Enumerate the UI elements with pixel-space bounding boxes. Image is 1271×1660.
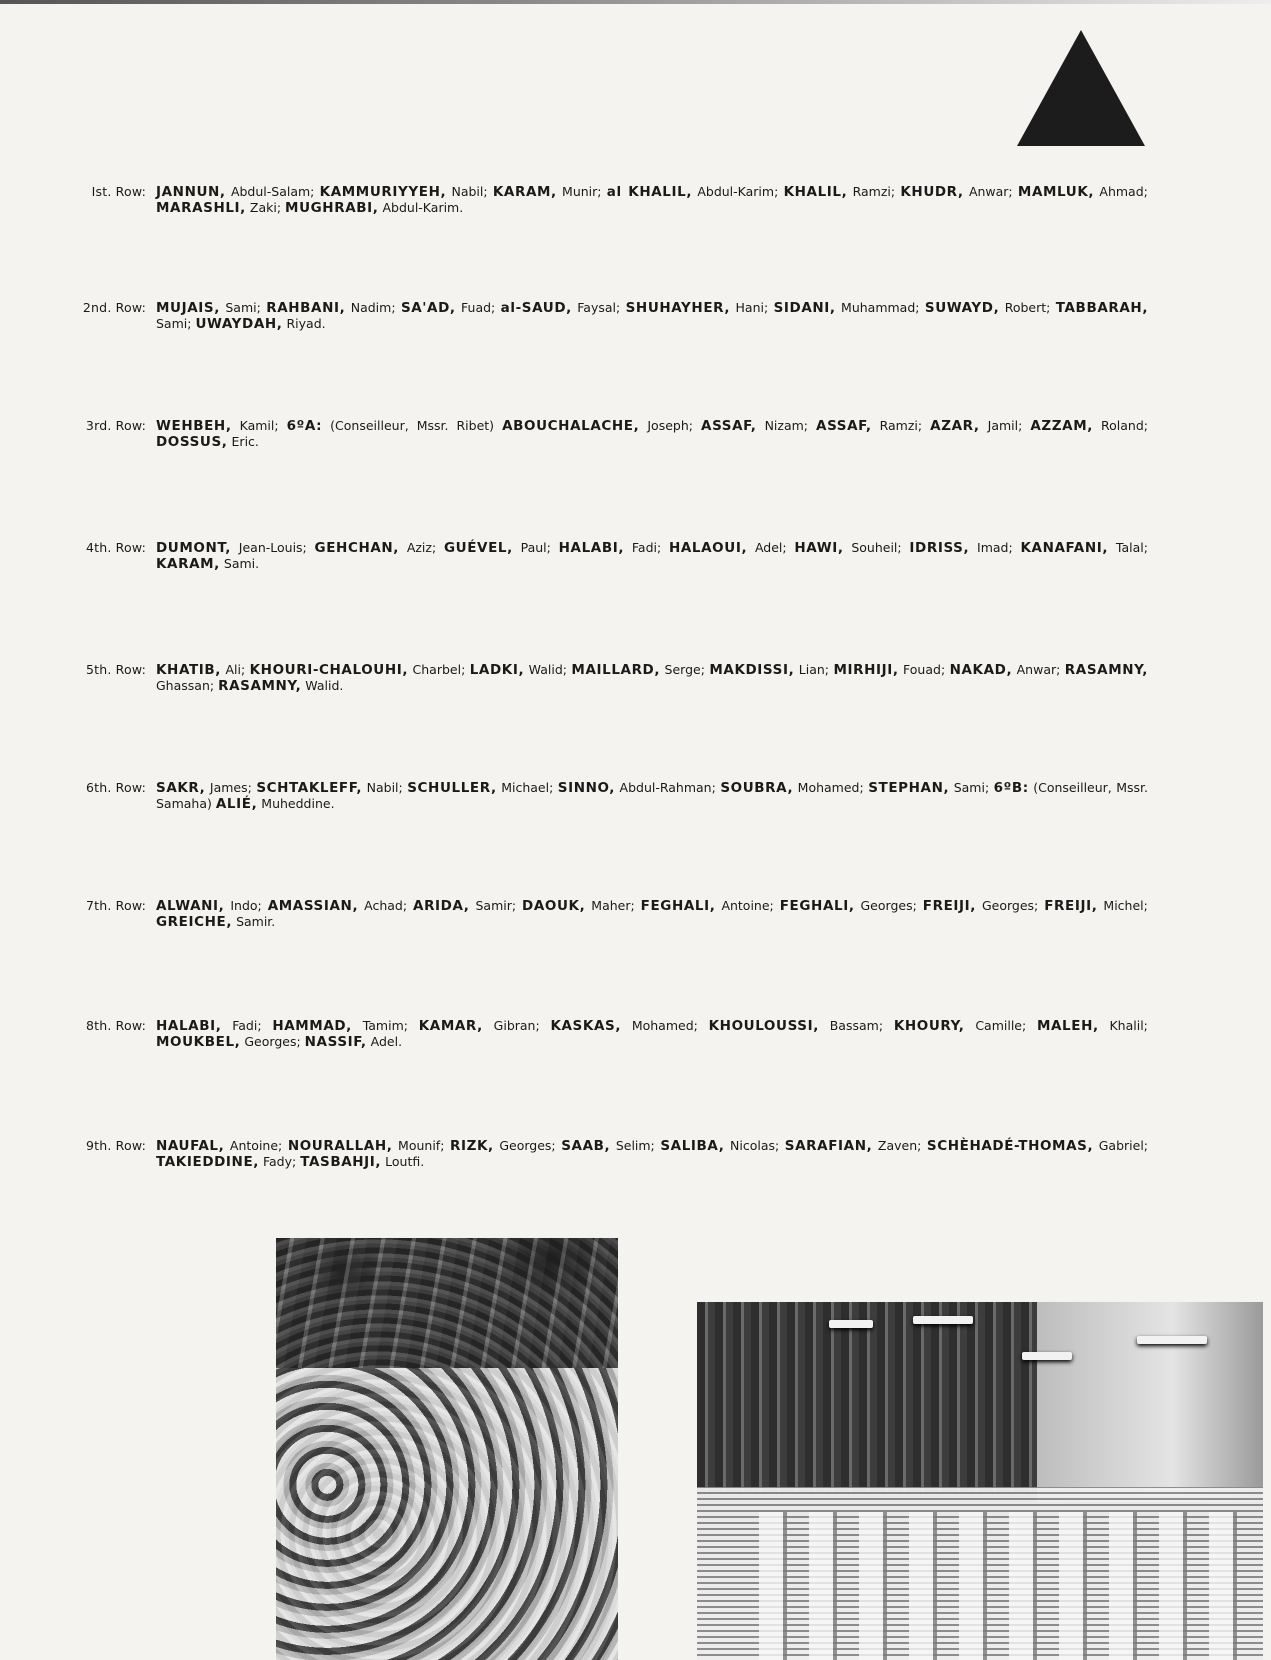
caption-row — [70, 184, 1148, 216]
caption-row — [70, 1138, 1148, 1170]
surname: RIZK, — [449, 1138, 494, 1154]
given-name: Walid; — [528, 662, 567, 677]
given-name: Mounif; — [398, 1138, 445, 1153]
given-name: Kamil; — [239, 418, 279, 433]
hall-photo-lamp — [1137, 1336, 1207, 1344]
surname: SARAFIAN, — [784, 1138, 873, 1154]
surname: AZZAM, — [1030, 418, 1093, 434]
surname: KHUDR, — [900, 184, 964, 200]
crowd-photo — [276, 1238, 618, 1660]
given-name: Antoine; — [229, 1138, 283, 1153]
hall-photo-book-stacks — [737, 1512, 1257, 1660]
surname: KAMAR, — [418, 1018, 483, 1034]
given-name: Abdul-Rahman; — [619, 780, 716, 795]
given-name: Talal; — [1115, 540, 1148, 555]
surname: RASAMNY, — [1064, 662, 1148, 678]
given-name: Anwar; — [1016, 662, 1061, 677]
surname: HALAOUI, — [668, 540, 748, 556]
given-name: Nizam; — [764, 418, 809, 433]
given-name: Antoine; — [721, 898, 774, 913]
given-name: Lian; — [798, 662, 829, 677]
surname: SOUBRA, — [720, 780, 794, 796]
triangle-mark — [1017, 30, 1145, 146]
given-name: Anwar; — [968, 184, 1013, 199]
given-name: Muheddine. — [261, 796, 335, 811]
given-name: Jean-Louis; — [238, 540, 307, 555]
surname: SUWAYD, — [924, 300, 1000, 316]
given-name: Camille; — [975, 1018, 1027, 1033]
given-name: Jamil; — [987, 418, 1023, 433]
given-name: Abdul-Karim; — [697, 184, 779, 199]
hall-photo-wall — [1037, 1302, 1263, 1502]
caption-row — [70, 780, 1148, 812]
given-name: Mohamed; — [631, 1018, 698, 1033]
given-name: Joseph; — [647, 418, 693, 433]
given-name: Muhammad; — [841, 300, 920, 315]
given-name: Nabil; — [451, 184, 488, 199]
given-name: Achad; — [364, 898, 408, 913]
caption-row — [70, 662, 1148, 694]
surname: MARASHLI, — [156, 200, 246, 216]
given-name: Samir; — [475, 898, 517, 913]
surname: MAKDISSI, — [709, 662, 795, 678]
row-label: 3rd. Row: — [85, 418, 146, 433]
surname: KHATIB, — [156, 662, 222, 678]
given-name: Fouad; — [903, 662, 946, 677]
given-name: Fuad; — [461, 300, 496, 315]
surname: MAMLUK, — [1017, 184, 1095, 200]
given-name: Faysal; — [577, 300, 621, 315]
given-name: Abdul-Salam; — [230, 184, 315, 199]
surname: RASAMNY, — [218, 678, 302, 694]
given-name: Nadim; — [350, 300, 396, 315]
given-name: Walid. — [305, 678, 344, 693]
row-label: 8th. Row: — [85, 1018, 146, 1033]
given-name: Khalil; — [1109, 1018, 1148, 1033]
given-name: Ramzi; — [879, 418, 923, 433]
surname: IDRISS, — [909, 540, 970, 556]
surname: RAHBANI, — [266, 300, 346, 316]
surname: ALIÉ, — [215, 796, 258, 812]
surname: TABBARAH, — [1055, 300, 1149, 316]
surname: ASSAF, — [701, 418, 757, 434]
surname: DAOUK, — [522, 898, 586, 914]
given-name: Sami; — [225, 300, 261, 315]
hall-photo — [697, 1302, 1263, 1660]
given-name: James; — [209, 780, 252, 795]
row-label: 5th. Row: — [85, 662, 146, 677]
given-name: Roland; — [1101, 418, 1149, 433]
row-names — [156, 184, 1148, 216]
given-name: Zaki; — [249, 200, 282, 215]
row-label: 7th. Row: — [85, 898, 146, 913]
surname: SHUHAYHER, — [625, 300, 731, 316]
given-name: Nabil; — [366, 780, 403, 795]
caption-row — [70, 418, 1148, 450]
surname: NOURALLAH, — [287, 1138, 393, 1154]
surname: ASSAF, — [816, 418, 872, 434]
given-name: Adel; — [754, 540, 787, 555]
surname: al-SAUD, — [500, 300, 572, 316]
given-name: (Conseilleur, Mssr. Ribet) — [330, 418, 495, 433]
row-names — [156, 300, 1148, 332]
given-name: Ghassan; — [156, 678, 215, 693]
given-name: Michel; — [1103, 898, 1148, 913]
surname: KHOULOUSSI, — [708, 1018, 819, 1034]
surname: al KHALIL, — [606, 184, 693, 200]
surname: SAKR, — [156, 780, 206, 796]
given-name: Serge; — [664, 662, 705, 677]
surname: HAWI, — [794, 540, 844, 556]
row-names — [156, 780, 1148, 812]
given-name: Sami. — [223, 556, 260, 571]
given-name: Ahmad; — [1099, 184, 1148, 199]
given-name: Hani; — [735, 300, 769, 315]
row-names — [156, 418, 1148, 450]
row-label: 4th. Row: — [85, 540, 146, 555]
row-names — [156, 1018, 1148, 1050]
surname: ARIDA, — [413, 898, 470, 914]
surname: MALEH, — [1036, 1018, 1099, 1034]
surname: NASSIF, — [304, 1034, 367, 1050]
given-name: Loutfi. — [385, 1154, 425, 1169]
page-top-edge — [0, 0, 1271, 4]
surname: GEHCHAN, — [314, 540, 400, 556]
given-name: Maher; — [591, 898, 635, 913]
surname: ABOUCHALACHE, — [502, 418, 640, 434]
given-name: Paul; — [520, 540, 551, 555]
surname: AMASSIAN, — [267, 898, 359, 914]
surname: LADKI, — [469, 662, 525, 678]
surname: SCHULLER, — [407, 780, 497, 796]
caption-row — [70, 898, 1148, 930]
hall-photo-lamp — [829, 1320, 873, 1328]
given-name: Eric. — [231, 434, 259, 449]
surname: DOSSUS, — [156, 434, 228, 450]
hall-photo-curtain — [697, 1302, 1037, 1492]
given-name: Nicolas; — [730, 1138, 780, 1153]
given-name: Robert; — [1004, 300, 1051, 315]
given-name: Fadi; — [232, 1018, 262, 1033]
surname: FEGHALI, — [779, 898, 855, 914]
given-name: Adel. — [370, 1034, 403, 1049]
given-name: Ramzi; — [852, 184, 896, 199]
surname: SAAB, — [561, 1138, 611, 1154]
surname: FEGHALI, — [640, 898, 716, 914]
given-name: Gabriel; — [1098, 1138, 1149, 1153]
surname: GUÉVEL, — [443, 540, 513, 556]
caption-row — [70, 1018, 1148, 1050]
surname: SALIBA, — [660, 1138, 725, 1154]
given-name: Imad; — [977, 540, 1013, 555]
given-name: Souheil; — [851, 540, 902, 555]
row-names — [156, 898, 1148, 930]
given-name: Fady; — [262, 1154, 297, 1169]
given-name: Fadi; — [631, 540, 662, 555]
surname: KARAM, — [156, 556, 220, 572]
surname: WEHBEH, — [156, 418, 232, 434]
given-name: Gibran; — [493, 1018, 540, 1033]
surname: 6ºA: — [286, 418, 323, 434]
surname: UWAYDAH, — [195, 316, 283, 332]
given-name: Sami; — [953, 780, 990, 795]
given-name: Georges; — [981, 898, 1039, 913]
given-name: Michael; — [501, 780, 554, 795]
given-name: Munir; — [562, 184, 602, 199]
surname: MUGHRABI, — [285, 200, 379, 216]
surname: NAKAD, — [949, 662, 1013, 678]
surname: KANAFANI, — [1020, 540, 1109, 556]
given-name: Georges; — [499, 1138, 556, 1153]
surname: FREIJI, — [922, 898, 976, 914]
crowd-photo-trees — [276, 1238, 618, 1368]
surname: TAKIEDDINE, — [156, 1154, 259, 1170]
given-name: Georges; — [860, 898, 917, 913]
surname: SCHÈHADÉ-THOMAS, — [926, 1138, 1094, 1154]
surname: KASKAS, — [550, 1018, 622, 1034]
given-name: Riyad. — [286, 316, 326, 331]
surname: KHOURI-CHALOUHI, — [249, 662, 409, 678]
row-names — [156, 540, 1148, 572]
surname: KHALIL, — [783, 184, 848, 200]
given-name: Sami; — [156, 316, 192, 331]
row-label: 9th. Row: — [85, 1138, 146, 1153]
surname: KARAM, — [492, 184, 557, 200]
surname: STEPHAN, — [868, 780, 950, 796]
surname: KHOURY, — [893, 1018, 965, 1034]
row-names — [156, 662, 1148, 694]
crowd-photo-faces — [276, 1368, 618, 1660]
row-label: 6th. Row: — [85, 780, 146, 795]
surname: SCHTAKLEFF, — [256, 780, 363, 796]
surname: KAMMURIYYEH, — [319, 184, 447, 200]
row-label: Ist. Row: — [91, 184, 146, 199]
surname: 6ºB: — [993, 780, 1029, 796]
surname: DUMONT, — [156, 540, 231, 556]
caption-row — [70, 540, 1148, 572]
given-name: Aziz; — [406, 540, 437, 555]
surname: GREICHE, — [156, 914, 233, 930]
surname: SA'AD, — [400, 300, 456, 316]
given-name: (Conseilleur, Mssr. Samaha) — [156, 780, 1149, 811]
surname: MIRHIJI, — [833, 662, 899, 678]
given-name: Selim; — [615, 1138, 655, 1153]
surname: MAILLARD, — [571, 662, 661, 678]
surname: ALWANI, — [156, 898, 225, 914]
given-name: Indo; — [230, 898, 262, 913]
given-name: Ali; — [225, 662, 246, 677]
surname: HAMMAD, — [272, 1018, 352, 1034]
surname: TASBAHJI, — [300, 1154, 382, 1170]
row-label: 2nd. Row: — [82, 300, 146, 315]
given-name: Zaven; — [877, 1138, 922, 1153]
given-name: Bassam; — [829, 1018, 884, 1033]
hall-photo-lamp — [1022, 1352, 1072, 1360]
surname: HALABI, — [558, 540, 625, 556]
given-name: Mohamed; — [797, 780, 864, 795]
given-name: Charbel; — [412, 662, 466, 677]
given-name: Tamim; — [362, 1018, 408, 1033]
given-name: Samir. — [236, 914, 276, 929]
surname: HALABI, — [156, 1018, 222, 1034]
surname: AZAR, — [930, 418, 980, 434]
given-name: Abdul-Karim. — [382, 200, 464, 215]
given-name: Georges; — [244, 1034, 301, 1049]
surname: MOUKBEL, — [156, 1034, 241, 1050]
surname: JANNUN, — [156, 184, 226, 200]
caption-row — [70, 300, 1148, 332]
surname: SINNO, — [557, 780, 616, 796]
surname: MUJAIS, — [156, 300, 220, 316]
surname: FREIJI, — [1044, 898, 1098, 914]
surname: NAUFAL, — [156, 1138, 225, 1154]
surname: SIDANI, — [773, 300, 836, 316]
hall-photo-lamp — [913, 1316, 973, 1324]
row-names — [156, 1138, 1148, 1170]
